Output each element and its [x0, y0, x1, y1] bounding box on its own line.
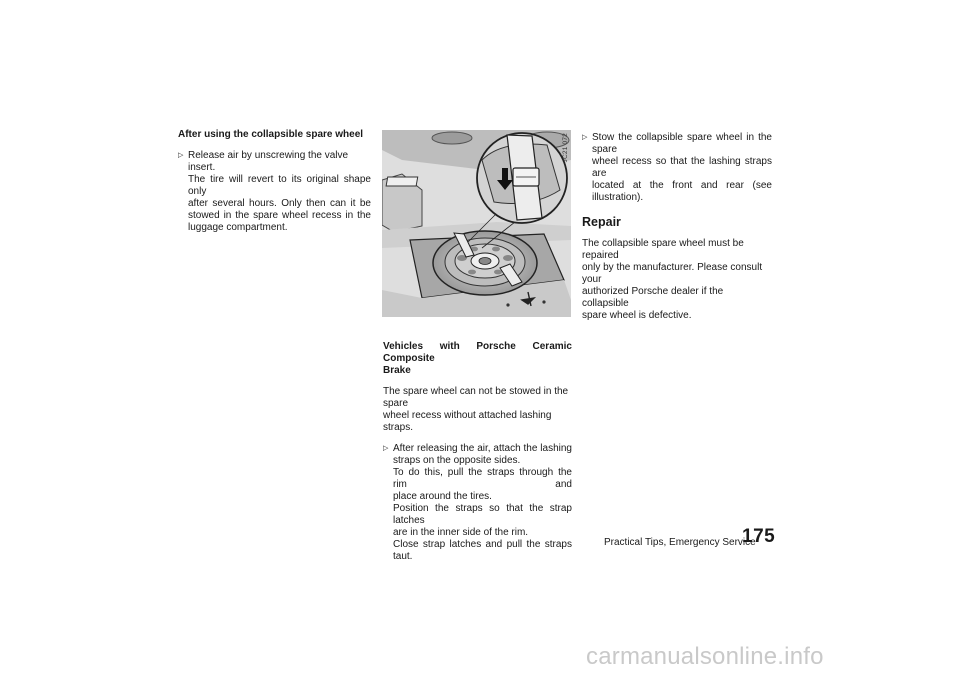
text-line: place around the tires. — [393, 491, 492, 502]
bullet-triangle-icon: ▷ — [178, 152, 184, 159]
text-line: After releasing the air, attach the lashing — [393, 443, 572, 454]
bullet-triangle-icon: ▷ — [383, 445, 389, 452]
text-line: authorized Porsche dealer if the collapsible — [582, 286, 724, 309]
footer-section-title: Practical Tips, Emergency Service — [604, 537, 756, 548]
lashing-straps-bullet — [383, 443, 572, 563]
text-line: straps on the opposite sides. — [393, 455, 521, 466]
middle-column — [383, 341, 572, 563]
text-line: luggage compartment. — [188, 222, 288, 233]
text-line: Position the straps so that the strap latches — [393, 503, 572, 526]
spare-wheel-drawing — [382, 130, 571, 317]
pccb-heading-line: Vehicles with Porsche Ceramic Composite — [383, 341, 572, 364]
figure-code-label: JC21 072 — [562, 133, 569, 163]
text-line: wheel recess so that the lashing straps are — [592, 156, 772, 179]
text-line: spare wheel is defective. — [582, 310, 692, 321]
text-line: after several hours. Only then can it be — [188, 198, 371, 209]
text-line: The spare wheel can not be stowed in the spare — [383, 386, 569, 409]
text-line: located at the front and rear (see illustration). — [592, 180, 772, 203]
left-column — [178, 129, 371, 234]
bullet-triangle-icon: ▷ — [582, 134, 588, 141]
text-line: The tire will revert to its original shape only — [188, 174, 371, 197]
text-line: Release air by unscrewing the valve insert. — [188, 150, 349, 173]
text-line: To do this, pull the straps through the rim and — [393, 467, 572, 490]
after-using-heading: After using the collapsible spare wheel — [178, 129, 364, 140]
text-line: wheel recess without attached lashing straps. — [383, 410, 552, 433]
spare-wheel-illustration — [382, 130, 571, 317]
text-line: stowed in the spare wheel recess in the — [188, 210, 371, 221]
repair-heading: Repair — [582, 215, 621, 229]
text-line: are in the inner side of the rim. — [393, 527, 529, 538]
text-line: Stow the collapsible spare wheel in the spare — [592, 132, 772, 155]
stow-wheel-bullet — [582, 132, 772, 204]
pccb-heading-line: Brake — [383, 365, 411, 376]
right-column — [582, 132, 772, 322]
release-air-bullet — [178, 150, 371, 234]
text-line: The collapsible spare wheel must be repaired — [582, 238, 744, 261]
text-line: only by the manufacturer. Please consult your — [582, 262, 763, 285]
watermark-text: carmanualsonline.info — [586, 643, 824, 670]
text-line: Close strap latches and pull the straps taut. — [393, 539, 572, 562]
page-number: 175 — [742, 526, 776, 547]
